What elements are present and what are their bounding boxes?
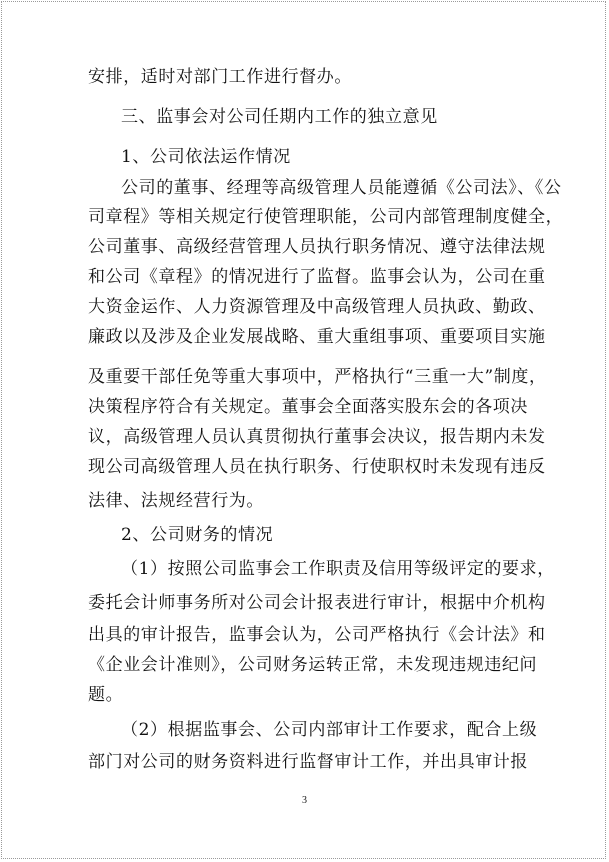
text-line: 和公司《章程》的情况进行了监督。监事会认为，公司在重 [88,267,546,287]
text-line: 议，高级管理人员认真贯彻执行董事会决议，报告期内未发 [88,427,546,447]
text-line: 《企业会计准则》，公司财务运转正常，未发现违规违纪问 [88,655,538,675]
text-line: 决策程序符合有关规定。董事会全面落实股东会的各项决 [88,397,528,417]
text-line: 公司董事、高级经营管理人员执行职务情况、遵守法律法规 [88,237,546,257]
text-line: 大资金运作、人力资源管理及中高级管理人员执政、勤政、 [88,297,546,317]
subsection-heading: 2、公司财务的情况 [121,525,274,545]
subsection-heading: 1、公司依法运作情况 [121,147,291,167]
text-line: 司章程》等相关规定行使管理职能，公司内部管理制度健全， [88,207,564,227]
section-heading: 三、监事会对公司任期内工作的独立意见 [121,107,438,127]
text-line: 出具的审计报告，监事会认为，公司严格执行《会计法》和 [88,625,546,645]
text-line: （1）按照公司监事会工作职责及信用等级评定的要求， [121,559,555,579]
text-line: 公司的董事、经理等高级管理人员能遵循《公司法》、《公 [121,178,562,198]
page-number: 3 [302,795,307,806]
text-line: 及重要干部任免等重大事项中，严格执行“三重一大”制度， [88,367,547,387]
text-line: 题。 [88,685,124,705]
text-line: 法律、法规经营行为。 [88,491,264,511]
text-line: 部门对公司的财务资料进行监督审计工作，并出具审计报 [88,752,528,772]
text-line: 安排，适时对部门工作进行督办。 [88,67,352,87]
text-line: （2）根据监事会、公司内部审计工作要求，配合上级 [121,720,538,740]
text-line: 现公司高级管理人员在执行职务、行使职权时未发现有违反 [88,457,546,477]
text-line: 委托会计师事务所对公司会计报表进行审计，根据中介机构 [88,593,546,613]
text-line: 廉政以及涉及企业发展战略、重大重组事项、重要项目实施 [88,327,546,347]
